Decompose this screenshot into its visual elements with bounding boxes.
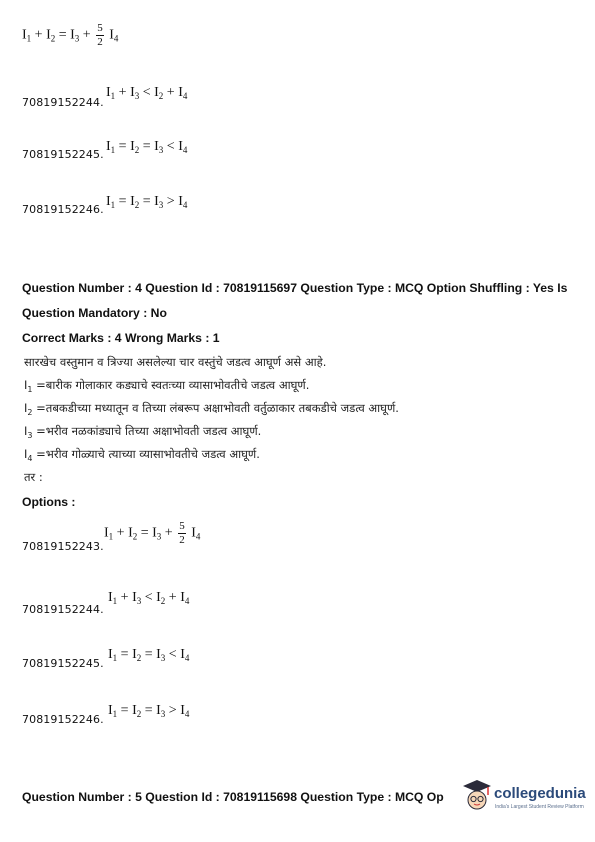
option-equation: $I_1 = I_2 = I_3 < I_4$: [108, 647, 190, 663]
option-equation: $I_1 = I_2 = I_3 < I_4$: [106, 139, 188, 155]
option-id: 70819152243.: [22, 540, 104, 553]
definition-text: =तबकडीच्या मध्यातून व तिच्या लंबरूप अक्षाभोवती वर्तुळाकार तबकडीचे जडत्व आघूर्ण.: [36, 401, 399, 415]
option-equation: $I_1 + I_3 < I_2 + I_4$: [106, 85, 188, 101]
question-text-line: $I_4$ =भरीव गोळ्याचे त्याच्या व्यासाभोवतीचे जडत्व आघूर्ण.: [24, 447, 260, 463]
question-text-line: $I_1$ =बारीक गोलाकार कड्याचे स्वतःच्या व्यासाभोवतीचे जडत्व आघूर्ण.: [24, 378, 310, 394]
option-equation: $I_1 + I_2 = I_3$ + $\frac{5}{2}$ $I_4$: [104, 520, 201, 546]
question-header: Question Number : 5 Question Id : 70819115698 Question Type : MCQ Op: [22, 790, 444, 804]
option-id: 70819152246.: [22, 203, 104, 216]
question-text-line: सारखेच वस्तुमान व त्रिज्या असलेल्या चार वस्तुंचे जडत्व आघूर्ण असे आहे.: [24, 355, 327, 369]
logo-tagline: India's Largest Student Review Platform: [495, 804, 584, 810]
question-text-line: $I_3$ =भरीव नळकांड्याचे तिच्या अक्षाभोवती जडत्व आघूर्ण.: [24, 424, 262, 440]
fraction-denominator: 2: [179, 533, 185, 546]
option-id: 70819152246.: [22, 713, 104, 726]
mascot-icon: [462, 778, 492, 812]
question-mandatory: Question Mandatory : No: [22, 306, 167, 320]
question-text-line: $I_2$ =तबकडीच्या मध्यातून व तिच्या लंबरूप अक्षाभोवती वर्तुळाकार तबकडीचे जडत्व आघूर्ण.: [24, 401, 399, 417]
option-id: 70819152245.: [22, 148, 104, 161]
option-equation: $I_1 = I_2 = I_3 > I_4$: [108, 703, 190, 719]
logo-name: collegedunia: [494, 785, 586, 802]
option-equation: $I_1 = I_2 = I_3 > I_4$: [106, 194, 188, 210]
fraction-numerator: 5: [97, 22, 103, 34]
collegedunia-logo: [462, 776, 588, 820]
definition-text: =बारीक गोलाकार कड्याचे स्वतःच्या व्यासाभोवतीचे जडत्व आघूर्ण.: [36, 378, 310, 392]
question-header: Question Number : 4 Question Id : 70819115697 Question Type : MCQ Option Shuffling : Yes Is: [22, 281, 568, 295]
top-option-equation: $I_1 + I_2 = I_3$ + $\frac{5}{2}$ $I_4$: [22, 22, 119, 48]
question-text-line: तर :: [24, 470, 43, 484]
options-label: Options :: [22, 495, 76, 509]
option-equation: $I_1 + I_3 < I_2 + I_4$: [108, 590, 190, 606]
option-id: 70819152244.: [22, 603, 104, 616]
fraction-numerator: 5: [179, 520, 185, 532]
fraction-denominator: 2: [97, 35, 103, 48]
option-id: 70819152244.: [22, 96, 104, 109]
definition-text: =भरीव गोळ्याचे त्याच्या व्यासाभोवतीचे जडत्व आघूर्ण.: [36, 447, 260, 461]
question-marks: Correct Marks : 4 Wrong Marks : 1: [22, 331, 220, 345]
option-id: 70819152245.: [22, 657, 104, 670]
definition-text: =भरीव नळकांड्याचे तिच्या अक्षाभोवती जडत्व आघूर्ण.: [36, 424, 262, 438]
